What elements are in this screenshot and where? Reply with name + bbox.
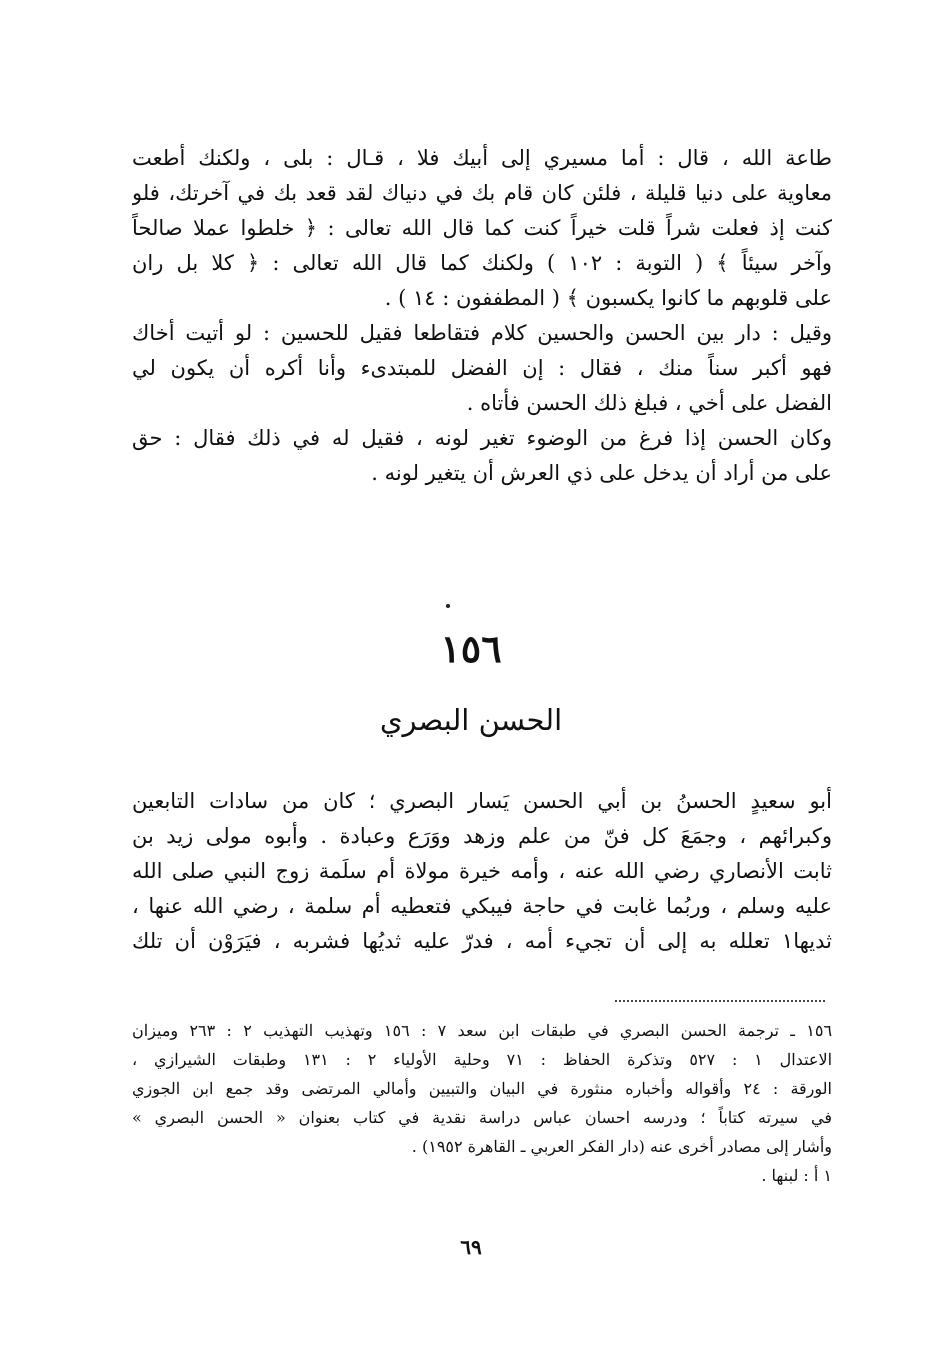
text-line: وكبرائهم ، وجمَعَ كل فنّ من علم وزهد ووَرَع وعبادة . وأبوه مولى زيد بن bbox=[132, 824, 832, 848]
footnote-line: ١ أ : لبنها . bbox=[761, 1166, 832, 1185]
text-line: وقيل : دار بين الحسن والحسين كلام فتقاطعا فقيل للحسين : لو أتيت أخاك bbox=[132, 321, 832, 345]
footnote-line: الاعتدال ١ : ٥٢٧ وتذكرة الحفاظ : ٧١ وحلية الأولياء ٢ : ١٣١ وطبقات الشيرازي ، bbox=[132, 1050, 832, 1069]
text-line: وكان الحسن إذا فرغ من الوضوء تغير لونه ، فقيل له في ذلك فقال : حق bbox=[132, 426, 832, 450]
continued-text-block bbox=[132, 141, 832, 491]
text-line: وآخر سيئاً ﴾ ( التوبة : ١٠٢ ) ولكنك كما قال الله تعالى : ﴿ كلا بل ران bbox=[132, 251, 832, 275]
text-line: على من أراد أن يدخل على ذي العرش أن يتغير لونه . bbox=[371, 461, 832, 485]
text-line: طاعة الله ، قال : أما مسيري إلى أبيك فلا ، قـال : بلى ، ولكنك أطعت bbox=[132, 146, 832, 170]
text-line: كنت إذ فعلت شراً قلت خيراً كنت كما قال الله تعالى : ﴿ خلطوا عملا صالحاً bbox=[132, 216, 832, 240]
text-line: ثابت الأنصاري رضي الله عنه ، وأمه خيرة مولاة أم سلَمة زوج النبي صلى الله bbox=[132, 859, 832, 883]
section-number: ١٥٦ bbox=[440, 626, 502, 671]
text-line: فهو أكبر سناً منك ، فقال : إن الفضل للمبتدىء وأنا أكره أن يكون لي bbox=[132, 356, 832, 380]
text-line: عليه وسلم ، وربُما غابت في حاجة فيبكي فتعطيه أم سلمة ، رضي الله عنها ، bbox=[132, 894, 832, 918]
page-number: ٦٩ bbox=[460, 1235, 482, 1259]
text-line: ثديها١ تعلله به إلى أن تجيء أمه ، فدرّ عليه ثديُها فشربه ، فيَرَوْن أن تلك bbox=[132, 929, 832, 953]
text-line: معاوية على دنيا قليلة ، فلئن كان قام بك في دنياك لقد قعد بك في آخرتك، فلو bbox=[132, 181, 832, 205]
text-line: أبو سعيدٍ الحسنُ بن أبي الحسن يَسار البصري ؛ كان من سادات التابعين bbox=[132, 789, 832, 813]
section-title: الحسن البصري bbox=[379, 703, 563, 737]
footnote-line: ١٥٦ ـ ترجمة الحسن البصري في طبقات ابن سعد ٧ : ١٥٦ وتهذيب التهذيب ٢ : ٢٦٣ وميزان bbox=[132, 1021, 832, 1040]
separator-dot bbox=[446, 604, 450, 608]
text-line: على قلوبهم ما كانوا يكسبون ﴾ ( المطففون : ١٤ ) . bbox=[384, 286, 832, 310]
footnote-divider bbox=[615, 1000, 825, 1002]
footnote-line: الورقة : ٢٤ وأقواله وأخباره منثورة في البيان والتبيين وأمالي المرتضى وقد جمع ابن الجوزي bbox=[132, 1079, 832, 1098]
footnote-line: في سيرته كتاباً ؛ ودرسه احسان عباس دراسة نقدية في كتاب بعنوان « الحسن البصري » bbox=[132, 1108, 832, 1127]
footnotes-block bbox=[132, 1016, 832, 1190]
footnote-line: وأشار إلى مصادر أخرى عنه (دار الفكر العربي ـ القاهرة ١٩٥٢) . bbox=[411, 1137, 832, 1156]
biography-text-block bbox=[132, 784, 832, 959]
text-line: الفضل على أخي ، فبلغ ذلك الحسن فأتاه . bbox=[466, 391, 832, 415]
